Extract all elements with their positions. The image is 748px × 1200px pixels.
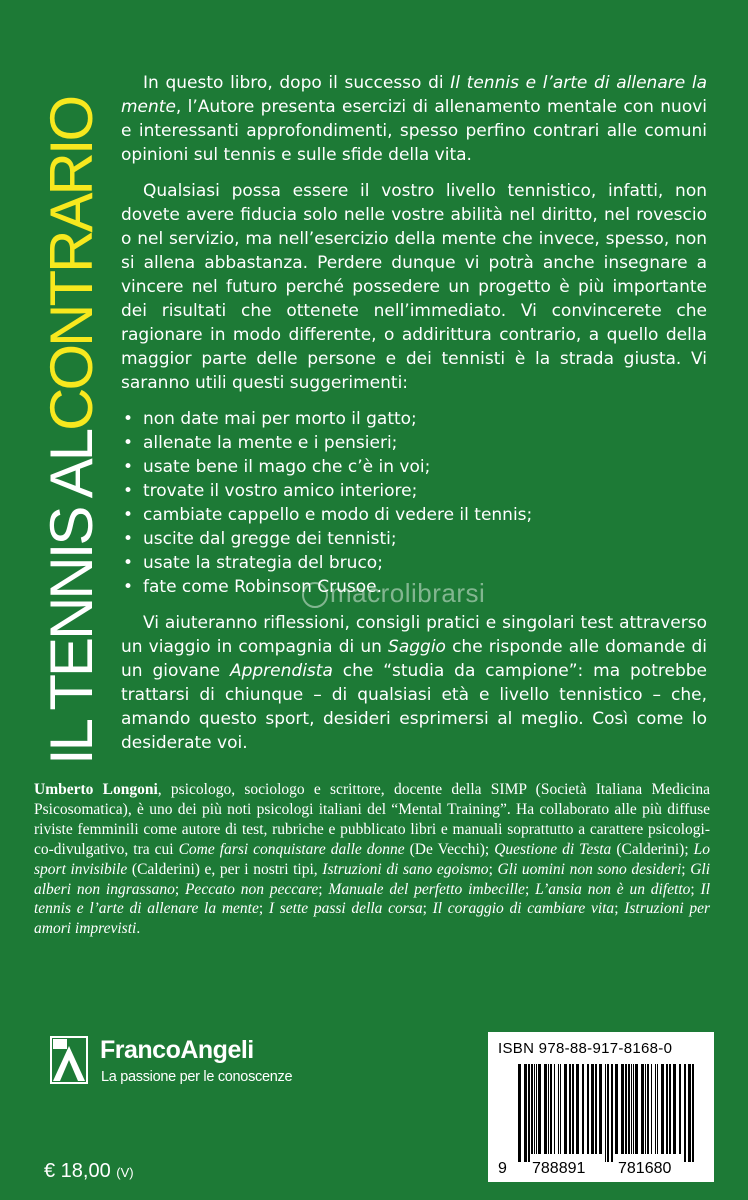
publisher-tagline: La passione per le conoscenze (101, 1069, 293, 1085)
barcode-bar (538, 1064, 541, 1154)
italic-text: Saggio (388, 637, 446, 657)
barcode-bar (628, 1064, 630, 1154)
barcode-bar (554, 1064, 555, 1154)
barcode-bar (605, 1064, 606, 1162)
text-run: (De Vecchi); (404, 840, 495, 858)
barcode-bar (633, 1064, 634, 1154)
watermark (330, 578, 530, 614)
italic-text: Manuale del perfetto imbecille (328, 880, 525, 898)
text-run: ; (681, 860, 691, 878)
price-vat: (V) (116, 1165, 134, 1180)
publisher-logo (50, 1034, 310, 1094)
text-run: ; (614, 900, 625, 918)
blurb-paragraph-3 (121, 611, 707, 755)
publisher-name: FrancoAngeli (100, 1036, 254, 1064)
barcode-bar (645, 1064, 646, 1154)
italic-text: Istruzioni per amori imprevisti (34, 900, 711, 938)
barcode-bar (666, 1064, 668, 1154)
list-item: • trovate il vostro amico interiore; (121, 479, 707, 503)
list-item: • allenate la mente e i pensieri; (121, 431, 707, 455)
title-part-1: IL TENNIS AL (38, 430, 105, 765)
barcode-bar (625, 1064, 627, 1154)
isbn-barcode-box (488, 1032, 714, 1182)
italic-text: Il tennis e l’arte di allenare la mente (121, 73, 707, 117)
barcode-bar (692, 1064, 694, 1162)
barcode-bar (518, 1064, 521, 1162)
text-run: ; (422, 900, 433, 918)
blurb-paragraph-1 (121, 71, 707, 167)
barcode-bar (524, 1064, 527, 1162)
barcode-bar (679, 1064, 681, 1154)
italic-text: Il coraggio di cambiare vita (432, 900, 615, 918)
text-run: In questo libro, dopo il successo di (143, 73, 451, 93)
list-item: • fate come Robinson Crusoe. (121, 575, 707, 599)
italic-text: I sette passi della corsa (268, 900, 423, 918)
text-run: Qualsiasi possa essere il vostro livello tennistico, infatti, non dovete avere fiducia solo nelle vostre abilità nel diritto, nel rovescio o nel servizio, ma nell’esercizio della mente che invece, spesso, non si allena abbastanza. Perdere dunque vi potrà anche insegnare a vincere nel futuro perché possedere un progetto è più importante dei risultati che ottenete nell’immediato. Vi convincerete che ragionare in modo differente, o addirittura contrario, a quello della maggior parte delle persone e dei tennisti è la strada giusta. Vi saranno utili questi suggerimenti: (121, 181, 707, 393)
barcode-bar (536, 1064, 537, 1154)
barcode-bar (582, 1064, 584, 1154)
barcode-bar (647, 1064, 649, 1154)
title-part-2: CONTRARIO (38, 97, 105, 431)
blurb-paragraph-2 (121, 179, 707, 395)
price (44, 1160, 134, 1183)
text-run: , l’Autore presenta esercizi di allenamento mentale con nuovi e interessanti approfondimenti, spesso perfino contrari alle comuni opinioni sul tennis e sulle sfide della vita. (121, 97, 707, 165)
barcode-bar (569, 1064, 571, 1154)
text-run: che “studia da campione”: ma potrebbe trattarsi di chiunque – di qualsiasi età e livello tennistico – che, amando questo sport, desideri esprimersi al meglio. Così come lo desiderate voi. (121, 661, 707, 753)
italic-text: Lo sport invisibile (34, 840, 710, 878)
text-run: che risponde alle domande di un giovane (121, 637, 707, 681)
barcode-bar (572, 1064, 574, 1154)
barcode-bar (635, 1064, 638, 1154)
suggestion-list (121, 407, 707, 599)
italic-text: Questione di Testa (494, 840, 612, 858)
barcode-bar (560, 1064, 561, 1154)
isbn-label: ISBN 978-88-917-8168-0 (498, 1040, 673, 1057)
italic-text: Istruzioni di sano egoismo (322, 860, 489, 878)
italic-text: Gli uomini non sono desideri (497, 860, 682, 878)
barcode-bar (688, 1064, 691, 1162)
italic-text: Apprendista (229, 661, 333, 681)
barcode-digits-left: 788891 (532, 1160, 586, 1177)
barcode-bar (576, 1064, 579, 1154)
watermark-text: macrolibrarsi (330, 578, 486, 608)
text-run: , psicologo, sociologo e scrittore, docente della SIMP (Società Italiana Medicina Psicosomatica), è uno dei più noti psicologi italiani del “Mental Training”. Ha collaborato alle più diffuse riviste femminili come autore di test, rubriche e pubblicato libri e manuali soprattutto a carattere psicologico-divulgativo, tra cui (34, 781, 710, 858)
text-run: ; (174, 880, 185, 898)
barcode-bar (550, 1064, 552, 1154)
barcode-bar (661, 1064, 664, 1154)
barcode-digit-first: 9 (498, 1160, 507, 1177)
barcode-bar (558, 1064, 559, 1154)
barcode-bar (611, 1064, 613, 1162)
text-run: ; (690, 880, 701, 898)
bold-text: Umberto Longoni (34, 781, 158, 798)
text-run: ; (258, 900, 269, 918)
barcode-bar (615, 1064, 618, 1154)
barcode-bar (587, 1064, 589, 1154)
list-item: • usate bene il mago che c’è in voi; (121, 455, 707, 479)
vertical-title (38, 65, 105, 765)
francoangeli-logo-icon (50, 1036, 88, 1084)
barcode-bar (548, 1064, 549, 1154)
list-item: • cambiate cappello e modo di vedere il tennis; (121, 503, 707, 527)
barcode-bar (631, 1064, 632, 1154)
italic-text: Gli alberi non ingrassano (34, 860, 710, 898)
barcode-bar (595, 1064, 597, 1154)
watermark-icon (302, 582, 328, 608)
barcode-bar (655, 1064, 656, 1154)
barcode-bar (641, 1064, 644, 1154)
barcode-bar (531, 1064, 533, 1154)
barcode-bar (544, 1064, 547, 1154)
barcode (518, 1064, 698, 1162)
barcode-bar (534, 1064, 535, 1154)
italic-text: L’ansia non è un difetto (535, 880, 691, 898)
author-bio (34, 780, 710, 939)
text-run: ; (488, 860, 498, 878)
italic-text: Come farsi conquistare dalle donne (178, 840, 405, 858)
barcode-bar (669, 1064, 671, 1154)
text-run: ; (318, 880, 329, 898)
barcode-bar (591, 1064, 594, 1154)
barcode-bar (621, 1064, 624, 1154)
barcode-digits-right: 781680 (618, 1160, 672, 1177)
list-item: • non date mai per morto il gatto; (121, 407, 707, 431)
list-item: • usate la strategia del bruco; (121, 551, 707, 575)
barcode-bar (564, 1064, 567, 1154)
barcode-bar (607, 1064, 609, 1162)
italic-text: Peccato non peccare (184, 880, 319, 898)
list-item: • uscite dal gregge dei tennisti; (121, 527, 707, 551)
blurb (121, 71, 707, 767)
text-run: (Calderini) e, per i nostri tipi, (127, 860, 323, 878)
italic-text: Il tennis e l’arte di allenare la mente (34, 880, 711, 918)
barcode-bar (651, 1064, 652, 1154)
barcode-bar (684, 1064, 686, 1162)
text-run: Vi aiuteranno riflessioni, consigli pratici e singolari test attraverso un viaggio in compagnia di un (121, 613, 707, 657)
barcode-bar (657, 1064, 658, 1154)
text-run: . (136, 920, 141, 938)
barcode-bar (528, 1064, 530, 1162)
text-run: ; (524, 880, 536, 898)
text-run: (Calderini); (611, 840, 694, 858)
price-amount: € 18,00 (44, 1160, 111, 1182)
barcode-bar (673, 1064, 676, 1154)
barcode-bar (599, 1064, 602, 1154)
